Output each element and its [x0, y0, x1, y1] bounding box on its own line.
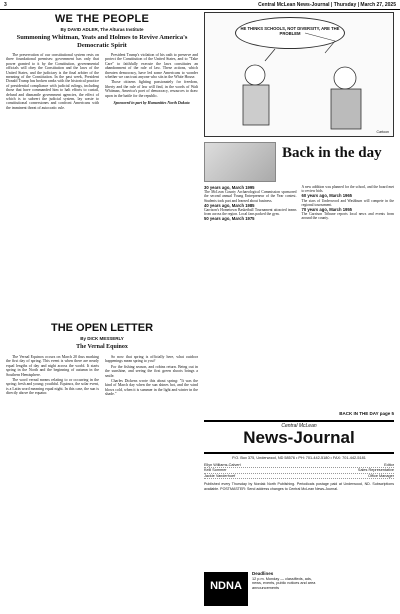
staff-name: Kelli Sommer [204, 468, 227, 473]
masthead-logo-name: News-Journal [243, 428, 355, 447]
ol-subtitle: The Vernal Equinox [76, 344, 128, 350]
deadlines-box [252, 572, 322, 608]
ol-paragraph: So now that spring is officially here, what outdoor happenings mean spring to you? [105, 355, 198, 364]
wtp-subtitle: Summoning Whitman, Yeats and Holmes to Revive America's Democratic Spirit [16, 34, 188, 49]
staff-role: Editor [384, 462, 394, 467]
bitd-heading: 70 years ago, March 1955 [301, 207, 353, 213]
page-header [0, 0, 400, 10]
wtp-byline: By DAVID ADLER, The Alturas Institute [60, 27, 144, 32]
wtp-title: WE THE PEOPLE [54, 13, 150, 25]
staff-row [204, 474, 394, 480]
bitd-continued: BACK IN THE DAY page 5 [339, 411, 394, 416]
deadlines-text: 12 p.m. Monday — classifieds, ads, news, events, public notices and area announcements [252, 576, 316, 590]
masthead-bottom [204, 572, 394, 608]
bitd-text: Garrison's Hometown Basketball Tournament attracted teams from across the region. Local fans packed the gym. [204, 208, 297, 217]
staff-role: Office Manager [368, 473, 394, 478]
bitd-body [204, 185, 394, 410]
page-number: 3 [4, 2, 7, 8]
bitd-text: The Garrison Tribune reports local news and events from around the county. [301, 212, 394, 221]
editorial-cartoon [204, 12, 394, 137]
bitd-text: The McLean County Archaeological Commission sponsored the second annual Young Entrepreneur of the Year contest. Students took part and learned about business. [204, 190, 297, 203]
bitd-photo [204, 142, 276, 182]
staff-name: Jackie Vanderhoef [204, 473, 236, 478]
wtp-sponsor-note: Sponsored in part by Humanities North Dakota [113, 101, 190, 106]
staff-role: Sales Representative [357, 468, 394, 473]
masthead-logo [204, 420, 394, 454]
bitd-heading: 40 years ago, March 1985 [204, 202, 255, 208]
paper-dateline: Central McLean News-Journal | Thursday | March 27, 2025 [258, 2, 396, 8]
wtp-paragraph: President Trump's violation of his oath to preserve and protect the Constitution of the United States, and to "Take Care" to faithfully execute the laws constitutes an abandonment of the rule of law. These actions, which threaten democracy, have led some Americans to wonder whether we can trust anyone who sits in the White House. [105, 53, 198, 80]
cartoon-drawing [205, 13, 394, 137]
masthead [204, 420, 394, 610]
bitd-heading: 50 years ago, March 1975 [204, 216, 255, 222]
publication-info: Published every Thursday by Nordak North Publishing. Periodicals postage paid at Underwood, ND. Subscriptions available. POSTMASTER: Send address changes to Central McLean News-Journal. [204, 482, 394, 491]
ol-paragraph: The word vernal means relating to or occurring in the spring; fresh and young; youthful. Equinox, the solar event, is a Latin word meaning equal night. In this case, the sun is directly above the equator. [6, 378, 99, 396]
wtp-paragraph: Those citizens fighting passionately for freedom, liberty and the rule of law will find, in the words of Walt Whitman, America's poet of democracy, resources to draw upon in the battle for the republic. [105, 80, 198, 98]
ol-paragraph: Charles Dickens wrote this about spring: "It was the kind of March day when the sun shines hot, and the wind blows cold, when it is summer in the light and winter in the shade." [105, 379, 198, 397]
cartoon-speech-bubble: HE THINKS SCHOOLS, NOT DIVERSITY, ARE THE PROBLEM [235, 17, 345, 49]
bitd-text: A new addition was planned for the school, and the board met to review bids. [301, 185, 394, 194]
deadlines-title: Deadlines [252, 571, 274, 576]
ol-byline: By DICK MESSERLY [80, 336, 124, 341]
ndna-logo: NDNA [204, 572, 248, 606]
masthead-logo-top: Central McLean [281, 423, 317, 429]
wtp-body [6, 53, 198, 311]
ol-title: THE OPEN LETTER [50, 322, 154, 334]
masthead-address: P.O. Box 375, Underwood, ND 58576 • PH: 701-442-5180 • FAX: 701-442-5181 [232, 456, 366, 460]
staff-list [204, 463, 394, 480]
bitd-heading: 60 years ago, March 1965 [301, 193, 353, 199]
bitd-heading: 30 years ago, March 1995 [204, 185, 255, 190]
cartoon-credit: Cartoon [376, 130, 389, 134]
ol-paragraph: For the fishing season, and robins return. Being out in the sunshine, and seeing the first green shoots brings a smile. [105, 364, 198, 378]
bitd-text: The stars of Underwood and Washburn will compete in the regional tournament. [301, 198, 394, 207]
ol-body [6, 355, 198, 607]
ol-paragraph: The Vernal Equinox occurs on March 20 thus marking the first day of spring. This event is when there are nearly equal lengths of day and night across the world. It starts spring in the North and the beginning of autumn in the Southern Hemisphere. [6, 355, 99, 377]
wtp-paragraph: The preservation of our constitutional system rests on three foundational premises: government has only that power granted to it by the Constitution, governmental officials will obey the Constitution and the laws of the United States, and the judiciary is the final arbiter of the meaning of the Constitution. In the past week, President Donald Trump has broken ranks with the historical practice of presidential compliance with judicial rulings, including those that have commanded him to halt efforts to curtail, defund and dismantle government agencies, the effect of which is to subvert the judicial system, lay waste to constitutional cornerstones and confront Americans with the imminent threat of autocratic rule. [6, 53, 99, 110]
staff-name: Ellyn Williams-Calvert [204, 462, 241, 467]
bitd-title: Back in the day [282, 145, 382, 161]
